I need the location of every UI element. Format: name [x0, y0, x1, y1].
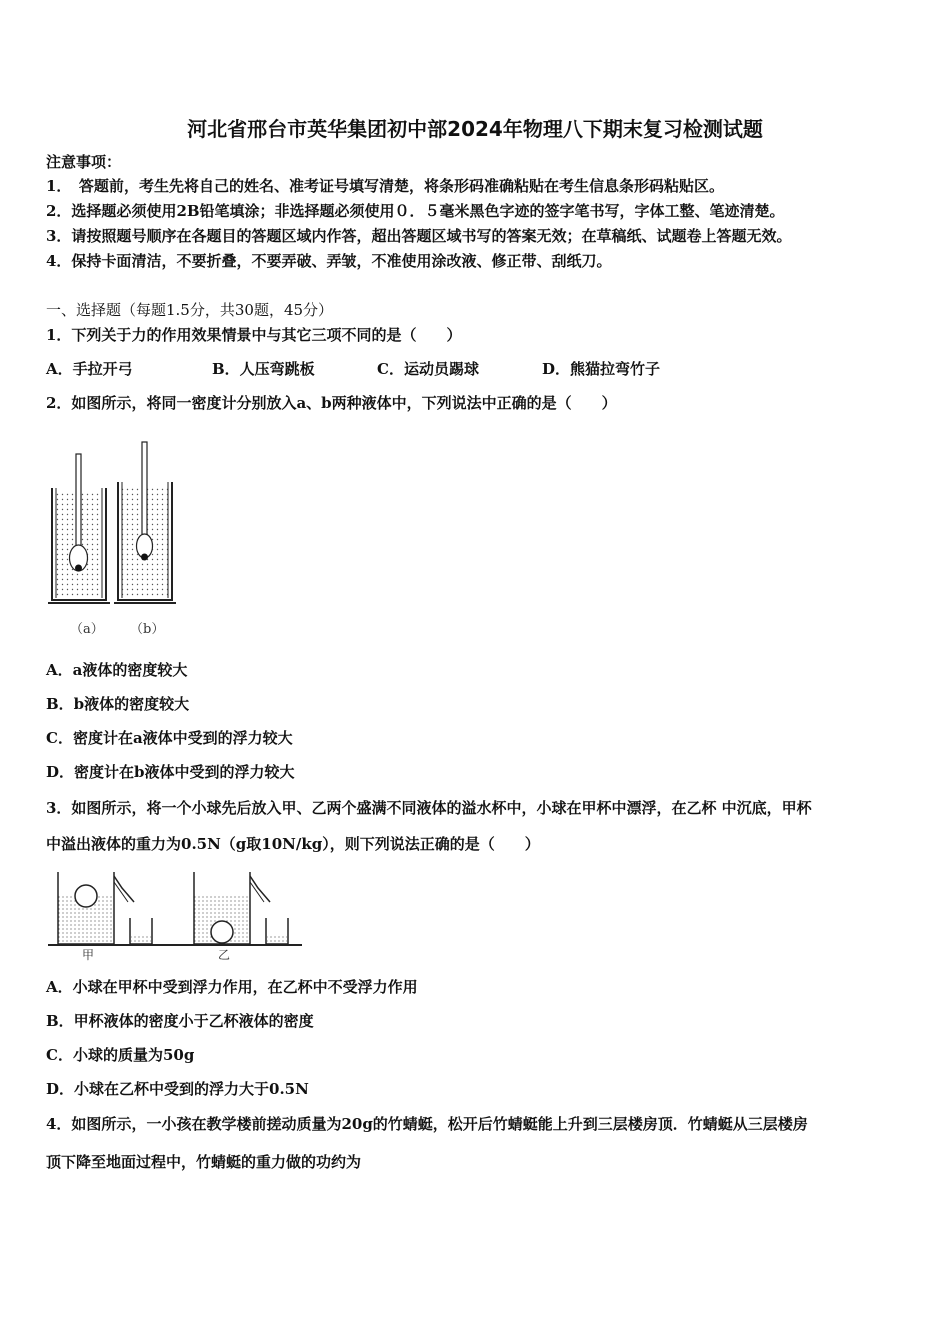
q2-option-b: B．b液体的密度较大: [46, 695, 190, 713]
question-4-stem-line2: 顶下降至地面过程中，竹蜻蜓的重力做的功约为: [46, 1153, 362, 1171]
q1-option-d: D．熊猫拉弯竹子: [542, 360, 661, 378]
q3-option-b: B．甲杯液体的密度小于乙杯液体的密度: [46, 1012, 314, 1030]
q2-option-c: C．密度计在a液体中受到的浮力较大: [46, 729, 293, 747]
figure-label-a: （a）: [70, 622, 104, 637]
question-2-stem: 2．如图所示，将同一密度计分别放入a、b两种液体中，下列说法中正确的是（ ）: [46, 394, 617, 412]
notice-item: 1． 答题前，考生先将自己的姓名、准考证号填写清楚，将条形码准确粘贴在考生信息条形码粘贴区。: [46, 177, 724, 195]
q1-option-b: B．人压弯跳板: [212, 360, 315, 378]
page-title: 河北省邢台市英华集团初中部2024年物理八下期末复习检测试题: [187, 117, 763, 141]
q1-option-a: A．手拉开弓: [46, 360, 133, 378]
notice-heading: 注意事项：: [46, 153, 122, 171]
question-3-stem-line2: 中溢出液体的重力为0.5N（g取10N/kg），则下列说法正确的是（ ）: [46, 835, 540, 853]
cup-yi: [194, 872, 288, 944]
beaker-b: [114, 442, 176, 603]
hydrometer-figure: [46, 438, 186, 608]
q3-option-a: A．小球在甲杯中受到浮力作用，在乙杯中不受浮力作用: [46, 978, 418, 996]
question-4-stem-line1: 4．如图所示，一小孩在教学楼前搓动质量为20g的竹蜻蜓，松开后竹蜻蜓能上升到三层楼房顶．竹蜻蜓从三层楼房: [46, 1115, 808, 1133]
q1-option-c: C．运动员踢球: [377, 360, 479, 378]
q2-option-a: A．a液体的密度较大: [46, 661, 188, 679]
beaker-a: [48, 454, 110, 603]
notice-item: 3．请按照题号顺序在各题目的答题区域内作答，超出答题区域书写的答案无效；在草稿纸、试题卷上答题无效。: [46, 227, 792, 245]
notice-item: 2．选择题必须使用2B铅笔填涂；非选择题必须使用０．５毫米黑色字迹的签字笔书写，字体工整、笔迹清楚。: [46, 202, 785, 220]
question-1-stem: 1．下列关于力的作用效果情景中与其它三项不同的是（ ）: [46, 326, 462, 344]
q2-option-d: D．密度计在b液体中受到的浮力较大: [46, 763, 295, 781]
notice-item: 4．保持卡面清洁，不要折叠，不要弄破、弄皱，不准使用涂改液、修正带、刮纸刀。: [46, 252, 612, 270]
figure-label-b: （b）: [130, 622, 165, 637]
figure-label-jia: 甲: [82, 948, 95, 962]
figure-label-yi: 乙: [218, 948, 231, 962]
question-3-stem-line1: 3．如图所示，将一个小球先后放入甲、乙两个盛满不同液体的溢水杯中，小球在甲杯中漂浮，在乙杯 中沉底，甲杯: [46, 799, 812, 817]
cup-jia: [58, 872, 152, 944]
overflow-cups-figure: [46, 868, 306, 948]
section-heading: 一、选择题（每题1.5分，共30题，45分）: [46, 301, 334, 319]
q3-option-d: D．小球在乙杯中受到的浮力大于0.5N: [46, 1080, 309, 1098]
q3-option-c: C．小球的质量为50g: [46, 1046, 195, 1064]
